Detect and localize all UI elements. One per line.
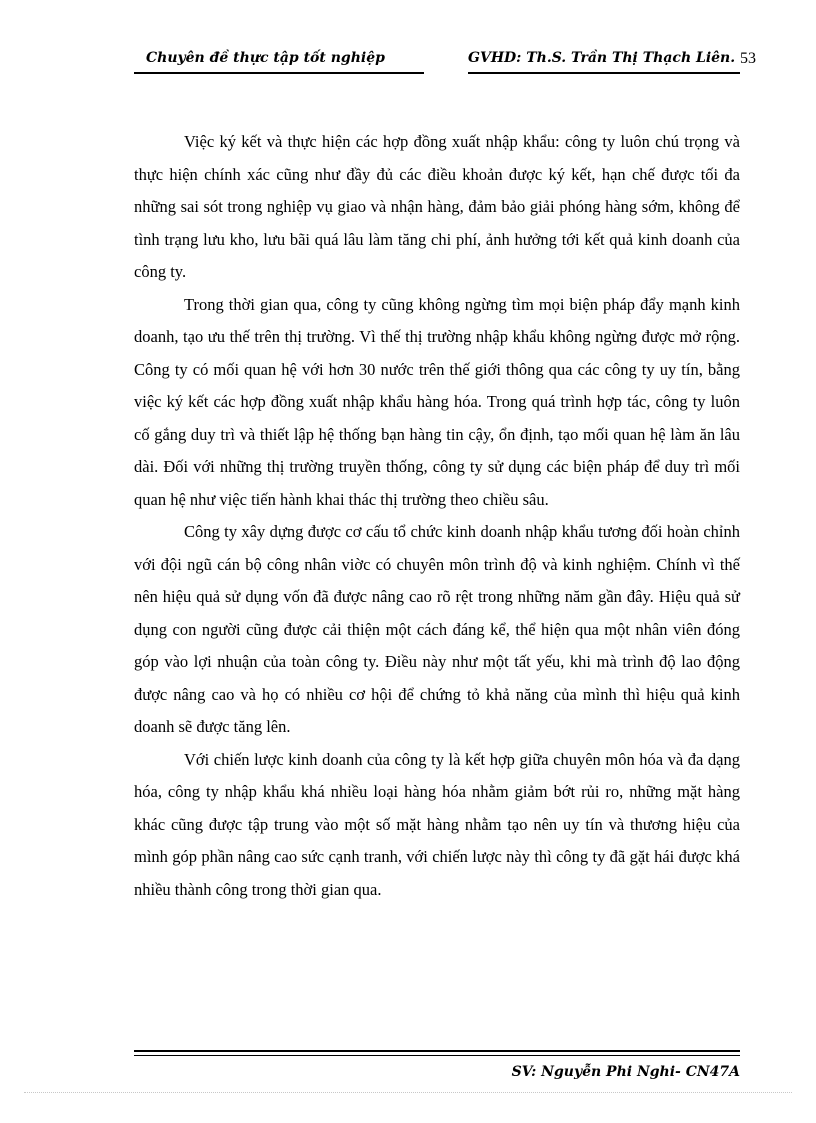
footer-rule-thin — [134, 1055, 740, 1056]
page-bottom-dotted-line — [24, 1092, 792, 1093]
footer-rule-thick — [134, 1050, 740, 1052]
page-footer — [134, 1050, 740, 1080]
header-left-block — [134, 46, 424, 74]
page-number: 53 — [740, 50, 756, 67]
document-body — [134, 126, 740, 906]
header-supervisor: GVHD: Th.S. Trần Thị Thạch Liên. — [468, 50, 736, 66]
footer-student: SV: Nguyễn Phi Nghi- CN47A — [511, 1064, 740, 1080]
page-header — [134, 46, 756, 74]
paragraph-4: Với chiến lược kinh doanh của công ty là kết hợp giữa chuyên môn hóa và đa dạng hóa, công ty nhập khẩu khá nhiều loại hàng hóa nhằm giảm bớt rủi ro, những mặt hàng khác cũng được tập trung vào một số mặt hàng nhằm tạo nên uy tín và thương hiệu của mình góp phần nâng cao sức cạnh tranh, với chiến lược này thì công ty đã gặt hái được khá nhiều thành công trong thời gian qua. — [134, 749, 740, 899]
paragraph-1: Việc ký kết và thực hiện các hợp đồng xuất nhập khẩu: công ty luôn chú trọng và thực hiện chính xác cũng như đầy đủ các điều khoản được ký kết, hạn chế được tối đa những sai sót trong nghiệp vụ giao và nhận hàng, đảm bảo giải phóng hàng sớm, không để tình trạng lưu kho, lưu bãi quá lâu làm tăng chi phí, ảnh hưởng tới kết quả kinh doanh của công ty. — [134, 132, 740, 281]
paragraph-3: Công ty xây dựng được cơ cấu tổ chức kinh doanh nhập khẩu tương đối hoàn chỉnh với đội ngũ cán bộ công nhân viờc có chuyên môn trình độ và kinh nghiệm. Chính vì thế nên hiệu quả sử dụng vốn đã được nâng cao rõ rệt trong những năm gần đây. Hiệu quả sử dụng con người cũng được cải thiện một cách đáng kể, thể hiện qua một nhân viên đóng góp vào lợi nhuận của toàn công ty. Điều này như một tất yếu, khi mà trình độ lao động được nâng cao và họ có nhiều cơ hội để chứng tỏ khả năng của mình thì hiệu quả kinh doanh sẽ được tăng lên. — [134, 522, 740, 736]
header-right-block — [468, 46, 740, 74]
paragraph-2: Trong thời gian qua, công ty cũng không ngừng tìm mọi biện pháp đẩy mạnh kinh doanh, tạo ưu thế trên thị trường. Vì thế thị trường nhập khẩu không ngừng được mở rộng. Công ty có mối quan hệ với hơn 30 nước trên thế giới thông qua các công ty uy tín, bằng việc ký kết các hợp đồng xuất nhập khẩu hàng hóa. Trong quá trình hợp tác, công ty luôn cố gắng duy trì và thiết lập hệ thống bạn hàng tin cậy, ổn định, tạo mối quan hệ làm ăn lâu dài. Đối với những thị trường truyền thống, công ty sử dụng các biện pháp để duy trì mối quan hệ như việc tiến hành khai thác thị trường theo chiều sâu. — [134, 294, 740, 509]
header-title: Chuyên đề thực tập tốt nghiệp — [146, 50, 385, 66]
